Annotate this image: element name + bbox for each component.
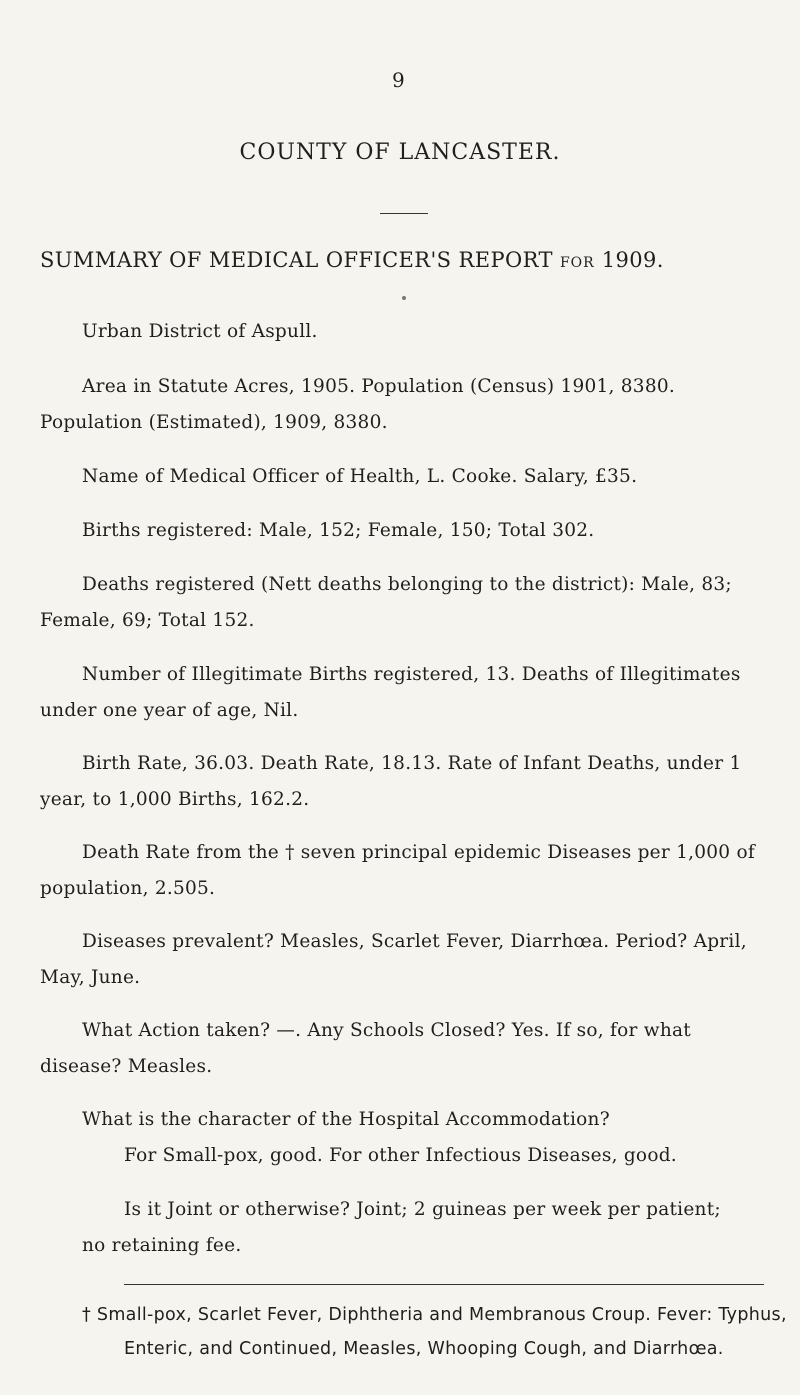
illegitimate-paragraph: Number of Illegitimate Births registered, 13. Deaths of Illegitimates under one year of age, Nil.	[40, 664, 741, 721]
summary-heading-lead: SUMMARY OF MEDICAL OFFICER'S REPORT	[40, 248, 553, 272]
county-heading: COUNTY OF LANCASTER.	[239, 140, 561, 165]
footnote-rule	[124, 1284, 764, 1285]
deaths-paragraph: Deaths registered (Nett deaths belonging to the district): Male, 83; Female, 69; Total 152.	[40, 574, 732, 631]
officer-paragraph: Name of Medical Officer of Health, L. Cooke. Salary, £35.	[82, 466, 638, 487]
births-paragraph: Births registered: Male, 152; Female, 150; Total 302.	[82, 520, 595, 541]
district-name: Urban District of Aspull.	[82, 321, 318, 342]
summary-heading	[40, 248, 770, 272]
rates-paragraph: Birth Rate, 36.03. Death Rate, 18.13. Rate of Infant Deaths, under 1 year, to 1,000 Births, 162.2.	[40, 753, 742, 810]
decorative-dot	[402, 296, 406, 300]
hospital-answer: For Small-pox, good. For other Infectious Diseases, good.	[124, 1145, 677, 1166]
heading-separator	[380, 213, 428, 214]
action-paragraph: What Action taken? —. Any Schools Closed? Yes. If so, for what disease? Measles.	[40, 1020, 691, 1077]
diseases-paragraph: Diseases prevalent? Measles, Scarlet Fever, Diarrhœa. Period? April, May, June.	[40, 931, 747, 988]
joint-paragraph: Is it Joint or otherwise? Joint; 2 guineas per week per patient; no retaining fee.	[82, 1199, 721, 1256]
page-number: 9	[392, 68, 405, 92]
summary-heading-for: FOR	[559, 255, 595, 271]
summary-heading-year: 1909.	[601, 248, 664, 272]
epidemic-paragraph: Death Rate from the † seven principal epidemic Diseases per 1,000 of population, 2.505.	[40, 842, 755, 899]
footnote: † Small-pox, Scarlet Fever, Diphtheria and Membranous Croup. Fever: Typhus, Enteric, and Continued, Measles, Whooping Cough, and Diarrhœa.	[82, 1305, 787, 1359]
area-paragraph: Area in Statute Acres, 1905. Population (Census) 1901, 8380. Population (Estimated), 1909, 8380.	[40, 376, 675, 433]
hospital-question: What is the character of the Hospital Accommodation?	[82, 1109, 610, 1130]
